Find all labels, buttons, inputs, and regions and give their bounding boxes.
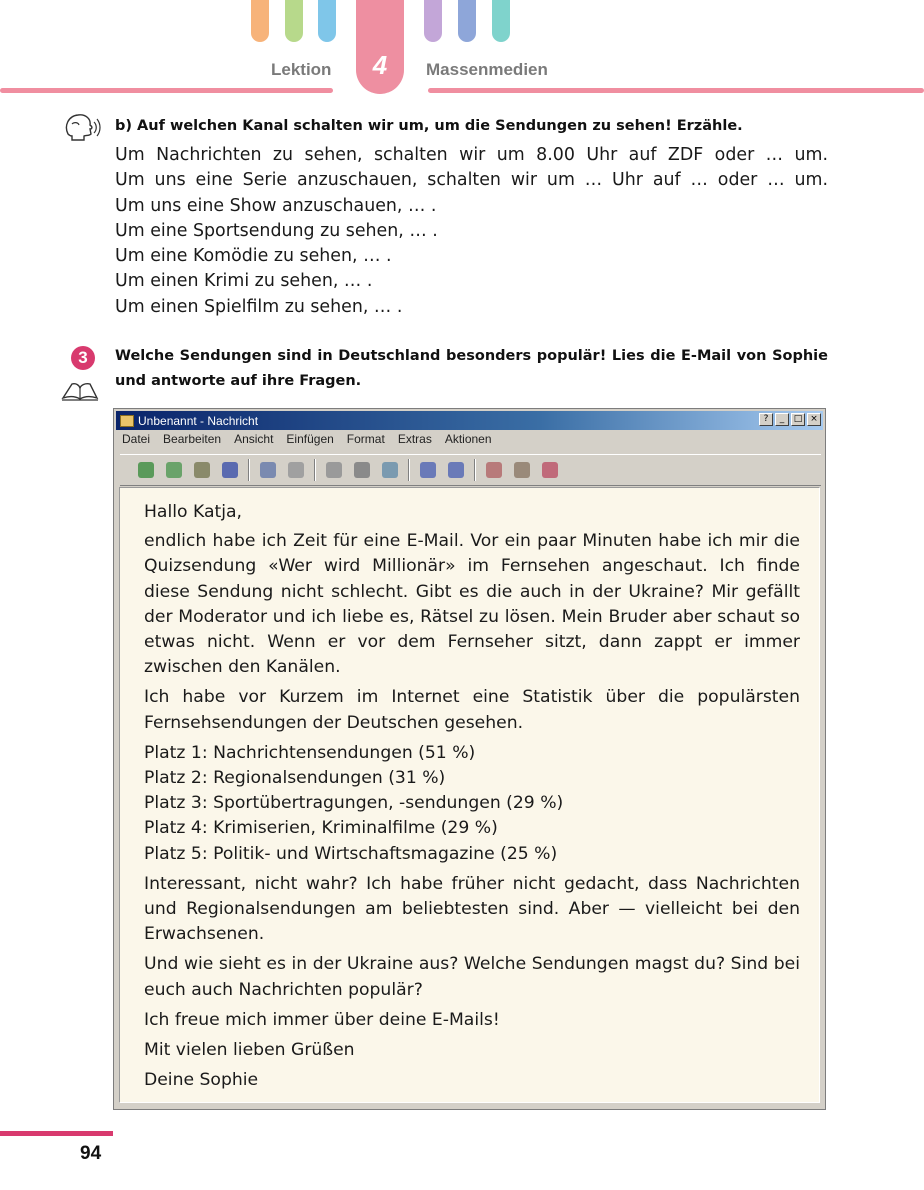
task-b-lines	[115, 143, 828, 320]
close-button[interactable]: ×	[807, 413, 821, 426]
toolbar	[120, 454, 821, 486]
attach-icon[interactable]	[194, 462, 210, 478]
help-button[interactable]: ?	[759, 413, 773, 426]
menu-item-bearbeiten[interactable]: Bearbeiten	[163, 432, 222, 446]
header-tab-teal	[492, 0, 510, 42]
menu-item-einfuegen[interactable]: Einfügen	[286, 432, 334, 446]
task-b-line: Um uns eine Serie anzuschauen, schalten wir um … Uhr auf … oder … um.	[115, 170, 828, 191]
toolbar-separator	[314, 459, 316, 481]
ranking-item: Platz 2: Regionalsendungen (31 %)	[144, 768, 446, 789]
message-text	[144, 500, 800, 1098]
email-paragraph: endlich habe ich Zeit für eine E-Mail. Vor ein paar Minuten habe ich mir die Quizsendung «Wer wird Millionär» im Fernsehen angeschaut. Ich finde diese Sendung nicht schlecht. Gibt es die auch in der Ukraine? Mir gefällt der Moderator und ich liebe es, Rätsel zu lösen. Mein Bruder aber schaut so etwas nicht. Wenn er vor dem Fernseher sitzt, dann zappt er immer zwischen den Kanälen.	[144, 531, 800, 678]
menu-item-aktionen[interactable]: Aktionen	[444, 432, 492, 446]
menu-item-ansicht[interactable]: Ansicht	[234, 432, 274, 446]
message-body[interactable]	[119, 487, 820, 1103]
header-tab-purple	[424, 0, 442, 42]
ranking-item: Platz 1: Nachrichtensendungen (51 %)	[144, 742, 476, 763]
email-greeting: Hallo Katja,	[144, 502, 242, 522]
flag-icon[interactable]	[486, 462, 502, 478]
task-3-heading: Welche Sendungen sind in Deutschland besonders populär! Lies die E-Mail von Sophie und antworte auf ihre Fragen.	[115, 348, 828, 389]
email-paragraph: Ich freue mich immer über deine E-Mails!	[144, 1009, 500, 1030]
task-b-line: Um uns eine Show anzuschauen, … .	[115, 195, 437, 216]
minimize-button[interactable]: _	[775, 413, 789, 426]
menu-item-datei[interactable]: Datei	[122, 432, 151, 446]
save-icon[interactable]	[166, 462, 182, 478]
task-b-line: Um eine Sportsendung zu sehen, … .	[115, 220, 438, 241]
forward-icon[interactable]	[448, 462, 464, 478]
page-number: 94	[80, 1143, 102, 1164]
topic-title: Massenmedien	[426, 60, 548, 79]
find-icon[interactable]	[382, 462, 398, 478]
folder-icon	[120, 415, 134, 427]
task-b-heading: b) Auf welchen Kanal schalten wir um, um die Sendungen zu sehen! Erzähle.	[115, 118, 743, 134]
speaking-head-icon	[62, 112, 102, 142]
ranking-item: Platz 5: Politik- und Wirtschaftsmagazine (25 %)	[144, 843, 558, 864]
send-icon[interactable]	[138, 462, 154, 478]
lesson-number: 4	[372, 50, 388, 80]
ranking-list	[144, 741, 800, 867]
toolbar-separator	[408, 459, 410, 481]
lesson-number-badge	[356, 0, 404, 94]
email-paragraph: Interessant, nicht wahr? Ich habe früher nicht gedacht, dass Nachrichten und Regionalsendungen am beliebtesten sind. Aber — vielleicht bei den Erwachsenen.	[144, 873, 800, 945]
mark-icon[interactable]	[542, 462, 558, 478]
email-signature: Deine Sophie	[144, 1070, 259, 1091]
window-title: Unbenannt - Nachricht	[138, 413, 259, 428]
email-paragraph: Ich habe vor Kurzem im Internet eine Statistik über die populärsten Fernsehsendungen der Deutschen gesehen.	[144, 687, 800, 733]
window-titlebar[interactable]	[116, 411, 823, 430]
email-closing: Mit vielen lieben Grüßen	[144, 1040, 355, 1061]
open-book-icon	[60, 378, 100, 402]
print-icon[interactable]	[260, 462, 276, 478]
footer-line	[0, 1131, 113, 1136]
email-window	[113, 408, 826, 1110]
ranking-item: Platz 3: Sportübertragungen, -sendungen (29 %)	[144, 793, 564, 814]
task-b-line: Um einen Krimi zu sehen, … .	[115, 271, 373, 292]
header-line-right	[428, 88, 924, 93]
email-paragraph: Und wie sieht es in der Ukraine aus? Welche Sendungen magst du? Sind bei euch auch Nachrichten populär?	[144, 954, 800, 1000]
menu-bar	[122, 432, 492, 450]
header-tab-blue	[318, 0, 336, 42]
address-book-icon[interactable]	[222, 462, 238, 478]
menu-item-extras[interactable]: Extras	[397, 432, 432, 446]
delete-icon[interactable]	[514, 462, 530, 478]
toolbar-separator	[248, 459, 250, 481]
header-tab-orange	[251, 0, 269, 42]
header-tab-green	[285, 0, 303, 42]
task-b-line: Um eine Komödie zu sehen, … .	[115, 246, 392, 267]
reply-icon[interactable]	[420, 462, 436, 478]
paste-icon[interactable]	[354, 462, 370, 478]
print-preview-icon[interactable]	[288, 462, 304, 478]
header-tab-indigo	[458, 0, 476, 42]
window-controls	[759, 413, 821, 426]
ranking-item: Platz 4: Krimiserien, Kriminalfilme (29 %)	[144, 818, 498, 839]
task-b-line: Um einen Spielfilm zu sehen, … .	[115, 296, 403, 317]
task-number-badge: 3	[71, 346, 95, 370]
copy-icon[interactable]	[326, 462, 342, 478]
toolbar-separator	[474, 459, 476, 481]
task-b-line: Um Nachrichten zu sehen, schalten wir um 8.00 Uhr auf ZDF oder … um.	[115, 145, 828, 165]
maximize-button[interactable]: □	[791, 413, 805, 426]
header-line-left	[0, 88, 333, 93]
lektion-label: Lektion	[271, 60, 332, 79]
menu-item-format[interactable]: Format	[346, 432, 385, 446]
